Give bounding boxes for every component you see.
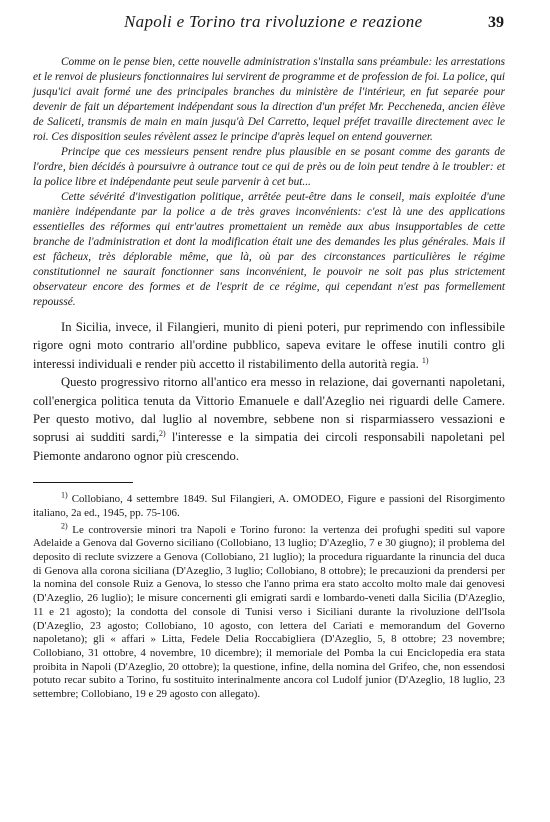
page-header (124, 12, 504, 32)
footnote-divider (33, 482, 133, 483)
body-paragraph-2 (33, 373, 505, 465)
body-paragraph-1-text: In Sicilia, invece, il Filangieri, munito di pieni poteri, pur reprimendo con inflessibile rigore ogni moto contrario all'ordine pubblico, sapeva evitare le offese inutili contro gli interessi individuali e render più accetto il ristabilimento della autorità regia. (33, 320, 505, 371)
body-text (33, 318, 505, 465)
page-number: 39 (488, 14, 504, 31)
quote-paragraph-2: Principe que ces messieurs pensent rendre plus plausible en se posant comme des garants de l'ordre, bien décidés à poursuivre à outrance tout ce qui de près ou de loin peut tendre à le troubler: et la police libre et indépendante peut seule parvenir à cet but... (33, 146, 505, 188)
footnote-ref-2: 2) (159, 429, 166, 439)
body-paragraph-2-text-a: Questo progressivo ritorno all'antico era messo in relazione, dai governanti napoletani, coll'energica politica tenuta da Vittorio Emanuele e dall'Azeglio nei riguardi delle Camere. Per questo motivo, dal luglio al novembre, sebbene non si risparmiassero vessazioni e soprusi ai sudditi sardi, (33, 375, 505, 445)
footnote-2-text: Le controversie minori tra Napoli e Torino furono: la vertenza dei profughi spediti sul vapore Adelaide a Genova dal Governo siciliano (Collobiano, 13 luglio; D'Azeglio, 7 e 30 giugno); il problema del deposito di reclute svizzere a Genova (Collobiano, 21 luglio); la procedura riguardante la rinuncia del duca di Genova alla corona siciliana (D'Azeglio, 3 luglio; Collobiano, 8 ottobre); le precauzioni da prendersi per la nomina del console Ruiz a Genova, lo stesso che l'anno prima era stato accolto molto male dai genovesi (D'Azeglio, 26 luglio); le misure concernenti gli emigrati sardi e lombardo-veneti dalla Sicilia (D'Azeglio, 11 e 21 agosto); la condotta del console di Tunisi verso i Siciliani durante la rivoluzione dell'Isola (D'Azeglio, 23 agosto; Collobiano, 10 agosto, con lettera del Cariati e memorandum del Governo napoletano); gli « affari » Litta, Fedele Delia Roccabigliera (D'Azeglio, 5, 8 ottobre; 23 novembre; Collobiano, 31 ottobre, 4 novembre, 10 dicembre); il memoriale del Pomba la cui Enciclopedia era stata proibita in Napoli (D'Azeglio, 20 ottobre); la questione, infine, della nomina del Grifeo, che, non essendosi potuto recar subito a Torino, fu sostituito interinalmente ancora col Ludolf junior (D'Azeglio, 18 luglio, 23 settembre; Collobiano, 19 e 29 agosto con allegato). (33, 523, 505, 701)
body-paragraph-2-text-b: l'interesse e la simpatia dei circoli responsabili napoletani pel Piemonte andarono ognor più crescendo. (33, 430, 506, 463)
footnote-ref-1: 1) (421, 355, 429, 365)
quote-paragraph-3: Cette sévérité d'investigation politique, arrêtée peut-être dans le conseil, mais exploitée d'une manière indépendante par la police a de très graves inconvénients: c'est là une des applications essentielles des réformes qui entr'autres promettaient un remède aux abus insupportables de cette branche de l'administration et dont la modification était une des demandes les plus générales. Mais il est fâcheux, très déplorable même, que là, où par des circonstances particulières le régime constitutionnel ne saurait fonctionner sans inconvénient, le pouvoir ne soit pas plus strictement observateur encore des formes et de l'esprit de ce régime, qui cependant n'est pas formellement repoussé. (33, 191, 505, 308)
running-title: Napoli e Torino tra rivoluzione e reazione (124, 12, 423, 31)
footnote-2-marker: 2) (61, 521, 68, 531)
french-quotation (33, 55, 505, 310)
footnote-1-marker: 1) (61, 490, 68, 500)
quote-paragraph-1: Comme on le pense bien, cette nouvelle administration s'installa sans préambule: les arrestations et le renvoi de plusieurs fonctionnaires lui servirent de programme et de profession de foi. La police, qui jusqu'ici avait formé une des principales branches du ministère de l'intérieur, en fut separée pour devenir de fait un département indépendant sous la direction d'un préfet Mr. Peccheneda, ancien élève de Saliceti, transmis de main en main jusqu'à Del Carretto, lequel préfet travaille directement avec le roi. Ces disposition seules révèlent assez le principe d'après lequel on entend gouverner. (33, 56, 505, 143)
page-content (33, 55, 505, 705)
body-paragraph-1 (33, 318, 505, 373)
footnote-2 (33, 521, 505, 702)
footnote-1 (33, 490, 505, 520)
footnotes (33, 490, 505, 702)
footnote-1-text: Collobiano, 4 settembre 1849. Sul Filangieri, A. OMODEO, Figure e passioni del Risorgimento italiano, 2a ed., 1945, pp. 75-106. (33, 493, 505, 519)
